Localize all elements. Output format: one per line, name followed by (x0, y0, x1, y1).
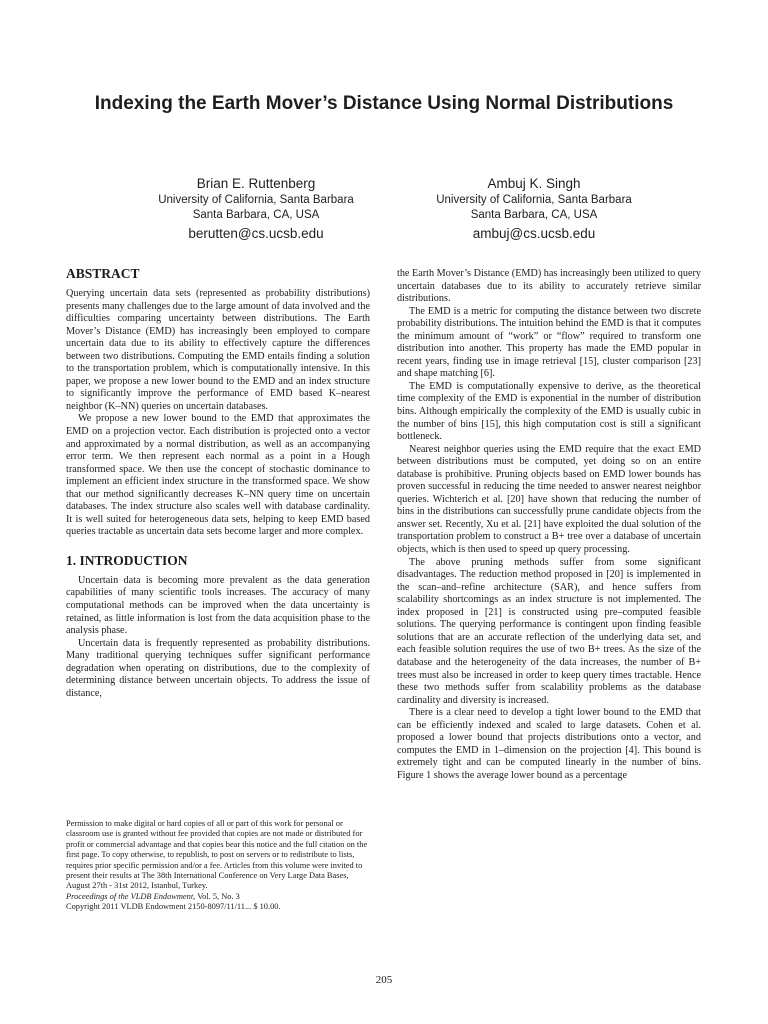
author-location: Santa Barbara, CA, USA (192, 208, 320, 221)
intro-paragraph: Uncertain data is becoming more prevalent as the data generation capabilities of many scientific tools increases. The accuracy of many computational methods can be improved when the data uncertainty is retained, as little information is lost from the data acquisition phase to the analysis phase. (66, 574, 370, 637)
author-affiliation: University of California, Santa Barbara (158, 194, 354, 206)
abstract-heading: ABSTRACT (66, 266, 140, 281)
intro-paragraph: The EMD is computationally expensive to derive, as the theoretical time complexity of the EMD is exponential in the number of distribution bins. Although empirically the complexity of the EMD is usually cubic in the number of bins [15], this high computation cost is still a significant bottleneck. (397, 380, 701, 443)
copyright-line: Copyright 2011 VLDB Endowment 2150-8097/11/11... $ 10.00. (66, 902, 281, 912)
author-block-1 (106, 175, 406, 244)
intro-paragraph: Uncertain data is frequently represented as probability distributions. Many traditional querying techniques suffer significant performance degradation when operating on distributions, due to the complexity of determining distance between uncertain objects. To address the issue of distance, (66, 637, 370, 699)
permission-footnote (66, 819, 370, 913)
intro-paragraph: The above pruning methods suffer from some significant disadvantages. The reduction method proposed in [20] is implemented in the scan–and–refine architecture (SAR), and hence suffers from scalability shortcomings as an index structure is not implemented. The index proposed in [21] is constructed using pre–computed feasible solutions. The querying performance is contingent upon finding feasible solutions that are an accurate reflection of the underlying data set, and each feasible solution requires the use of two B+ trees. As the size of the database and the heterogeneity of the data increases, the number of B+ trees must also be increased in order to keep query times tractable. Hence these two methods suffer from scalability problems as the database cardinality and diversity is increased. (397, 556, 701, 706)
introduction-heading: 1. INTRODUCTION (66, 552, 188, 568)
paper-title: Indexing the Earth Mover’s Distance Using Normal Distributions (94, 93, 674, 114)
author-affiliation: University of California, Santa Barbara (436, 194, 632, 206)
author-email: ambuj@cs.ucsb.edu (472, 226, 596, 241)
author-name: Ambuj K. Singh (487, 176, 581, 191)
intro-paragraph: There is a clear need to develop a tight lower bound to the EMD that can be efficiently indexed and scaled to large datasets. Cohen et al. proposed a lower bound that projects distributions onto a vector, and computes the EMD in 1–dimension on the projection [4]. This bound is extremely tight and can be computed linearly in the number of bins. Figure 1 shows the average lower bound as a percentage (397, 707, 701, 781)
author-name: Brian E. Ruttenberg (196, 176, 316, 191)
permission-text: Permission to make digital or hard copies of all or part of this work for personal or classroom use is granted without fee provided that copies are not made or distributed for profit or commercial advantage and that copies bear this notice and the full citation on the first page. To copy otherwise, to republish, to post on servers or to redistribute to lists, requires prior specific permission and/or a fee. Articles from this volume were invited to present their results at The 38th International Conference on Very Large Data Bases, August 27th - 31st 2012, Istanbul, Turkey. (66, 819, 368, 891)
page-number: 205 (375, 974, 393, 986)
author-location: Santa Barbara, CA, USA (470, 208, 598, 221)
intro-paragraph: The EMD is a metric for computing the distance between two discrete probability distributions. The intuition behind the EMD is that it computes the minimum amount of “work” or “flow” required to transform one distribution into another. This property has made the EMD popular in recent years, finding use in image retrieval [15], cluster comparison [23] and shape matching [6]. (397, 305, 701, 380)
author-email: berutten@cs.ucsb.edu (188, 226, 324, 241)
left-column (66, 266, 370, 700)
proceedings-volume: Vol. 5, No. 3 (195, 891, 240, 901)
intro-paragraph: the Earth Mover’s Distance (EMD) has increasingly been utilized to query uncertain databases due to its ability to accurately retrieve similar distributions. (397, 268, 701, 305)
right-column (397, 268, 701, 782)
proceedings-line (66, 892, 370, 902)
proceedings-title: Proceedings of the VLDB Endowment, (66, 891, 196, 901)
abstract-paragraph: Querying uncertain data sets (represented as probability distributions) presents many challenges due to the large amount of data involved and the difficulties comparing uncertainty between distributions. The Earth Mover’s Distance (EMD) has increasingly been employed to compare uncertain data due to its ability to effectively capture the differences between two distributions. Computing the EMD entails finding a solution to the transportation problem, which is computationally intensive. In this paper, we propose a new lower bound to the EMD and an index structure to significantly improve the performance of EMD based K–nearest neighbor (K–NN) queries on uncertain databases. (66, 288, 370, 412)
author-block-2 (384, 175, 684, 244)
intro-paragraph: Nearest neighbor queries using the EMD require that the exact EMD between distributions must be computed, yet doing so on an entire database is prohibitive. Pruning objects based on EMD lower bounds has proven successful in reducing the time needed to answer nearest neighbor queries. Wichterich et al. [20] have shown that reducing the number of bins in the distributions can successfully prune candidate objects from the answer set. Recently, Xu et al. [21] have exploited the dual solution of the transportation problem to construct a B+ tree over a database of uncertain objects, which is then used to speed up query processing. (397, 443, 701, 556)
abstract-paragraph: We propose a new lower bound to the EMD that approximates the EMD on a projection vector. Each distribution is projected onto a vector and approximated by a normal distribution, as well as an accompanying error term. We then represent each normal as a point in a Hough transformed space. We then use the concept of stochastic dominance to implement an efficient index structure in the transformed space. We show that our method significantly decreases K–NN query time on uncertain databases. The index structure also scales well with database cardinality. It is well suited for heterogeneous data sets, helping to keep EMD based queries tractable as uncertain data sets become larger and more complex. (66, 413, 370, 538)
